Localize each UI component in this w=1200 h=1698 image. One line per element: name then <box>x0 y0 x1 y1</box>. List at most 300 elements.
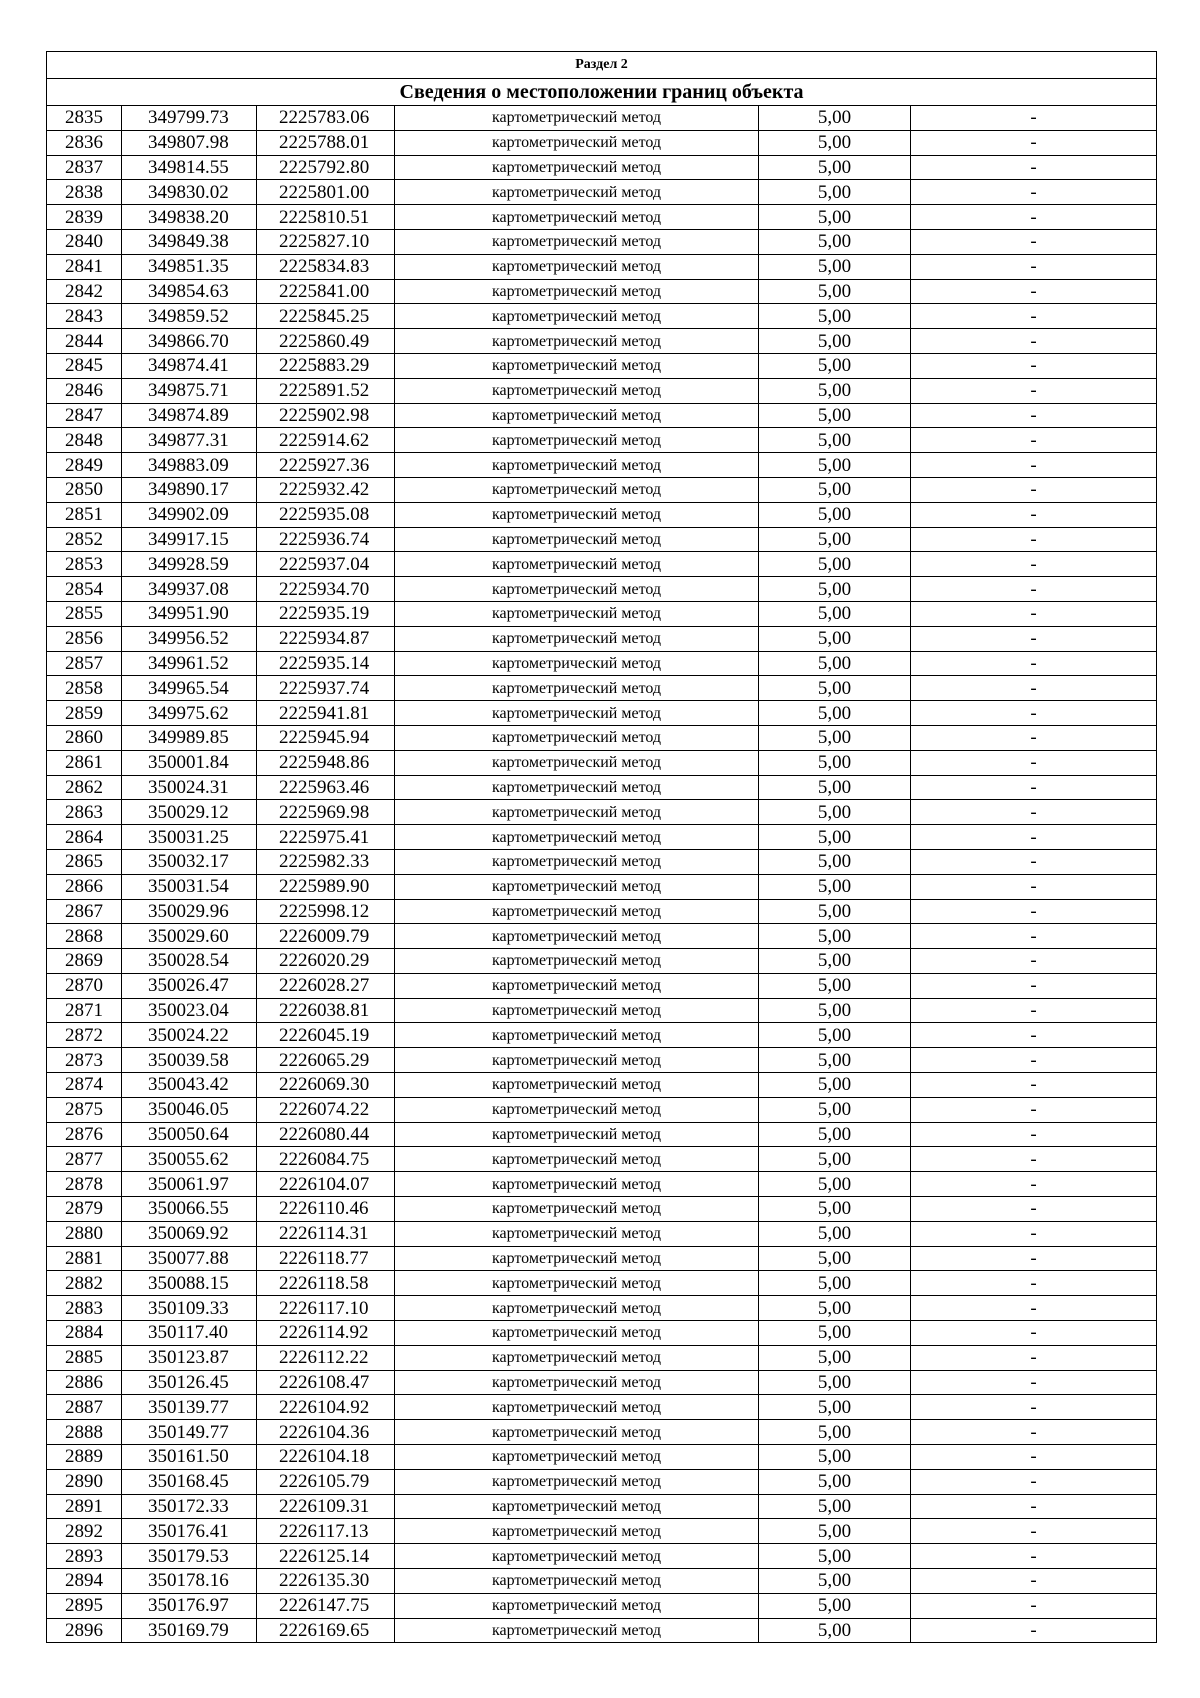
table-row <box>47 1445 1157 1470</box>
x-coordinate-cell: 349890.17 <box>122 477 257 502</box>
accuracy-cell: 5,00 <box>759 701 911 726</box>
table-row <box>47 353 1157 378</box>
table-row <box>47 1296 1157 1321</box>
x-coordinate-cell: 350026.47 <box>122 973 257 998</box>
extra-cell: - <box>911 750 1157 775</box>
method-cell: картометрический метод <box>395 1197 759 1222</box>
method-cell: картометрический метод <box>395 403 759 428</box>
accuracy-cell: 5,00 <box>759 403 911 428</box>
table-row <box>47 825 1157 850</box>
y-coordinate-cell: 2226169.65 <box>257 1618 395 1643</box>
method-cell: картометрический метод <box>395 874 759 899</box>
extra-cell: - <box>911 1023 1157 1048</box>
method-cell: картометрический метод <box>395 229 759 254</box>
y-coordinate-cell: 2226108.47 <box>257 1370 395 1395</box>
point-number-cell: 2873 <box>47 1048 122 1073</box>
method-cell: картометрический метод <box>395 949 759 974</box>
y-coordinate-cell: 2226074.22 <box>257 1097 395 1122</box>
x-coordinate-cell: 350024.22 <box>122 1023 257 1048</box>
y-coordinate-cell: 2225860.49 <box>257 329 395 354</box>
extra-cell: - <box>911 1420 1157 1445</box>
point-number-cell: 2839 <box>47 205 122 230</box>
accuracy-cell: 5,00 <box>759 1445 911 1470</box>
point-number-cell: 2879 <box>47 1197 122 1222</box>
method-cell: картометрический метод <box>395 775 759 800</box>
accuracy-cell: 5,00 <box>759 353 911 378</box>
method-cell: картометрический метод <box>395 1544 759 1569</box>
point-number-cell: 2862 <box>47 775 122 800</box>
method-cell: картометрический метод <box>395 527 759 552</box>
table-row <box>47 254 1157 279</box>
method-cell: картометрический метод <box>395 1345 759 1370</box>
accuracy-cell: 5,00 <box>759 552 911 577</box>
y-coordinate-cell: 2226020.29 <box>257 949 395 974</box>
method-cell: картометрический метод <box>395 973 759 998</box>
y-coordinate-cell: 2225834.83 <box>257 254 395 279</box>
method-cell: картометрический метод <box>395 626 759 651</box>
point-number-cell: 2870 <box>47 973 122 998</box>
accuracy-cell: 5,00 <box>759 1048 911 1073</box>
x-coordinate-cell: 350176.97 <box>122 1593 257 1618</box>
extra-cell: - <box>911 973 1157 998</box>
y-coordinate-cell: 2226110.46 <box>257 1197 395 1222</box>
point-number-cell: 2841 <box>47 254 122 279</box>
method-cell: картометрический метод <box>395 453 759 478</box>
y-coordinate-cell: 2225989.90 <box>257 874 395 899</box>
x-coordinate-cell: 349874.41 <box>122 353 257 378</box>
method-cell: картометрический метод <box>395 428 759 453</box>
table-row <box>47 725 1157 750</box>
table-row <box>47 1271 1157 1296</box>
y-coordinate-cell: 2225937.74 <box>257 676 395 701</box>
accuracy-cell: 5,00 <box>759 725 911 750</box>
table-row <box>47 1197 1157 1222</box>
method-cell: картометрический метод <box>395 378 759 403</box>
extra-cell: - <box>911 1593 1157 1618</box>
x-coordinate-cell: 349875.71 <box>122 378 257 403</box>
table-row <box>47 626 1157 651</box>
accuracy-cell: 5,00 <box>759 874 911 899</box>
table-row <box>47 155 1157 180</box>
table-row <box>47 701 1157 726</box>
point-number-cell: 2882 <box>47 1271 122 1296</box>
y-coordinate-cell: 2225934.87 <box>257 626 395 651</box>
extra-cell: - <box>911 874 1157 899</box>
point-number-cell: 2888 <box>47 1420 122 1445</box>
accuracy-cell: 5,00 <box>759 924 911 949</box>
point-number-cell: 2895 <box>47 1593 122 1618</box>
extra-cell: - <box>911 329 1157 354</box>
y-coordinate-cell: 2225963.46 <box>257 775 395 800</box>
table-row <box>47 1618 1157 1643</box>
extra-cell: - <box>911 1519 1157 1544</box>
point-number-cell: 2865 <box>47 849 122 874</box>
point-number-cell: 2855 <box>47 601 122 626</box>
table-row <box>47 924 1157 949</box>
point-number-cell: 2869 <box>47 949 122 974</box>
accuracy-cell: 5,00 <box>759 1544 911 1569</box>
table-row <box>47 1569 1157 1594</box>
method-cell: картометрический метод <box>395 1172 759 1197</box>
method-cell: картометрический метод <box>395 1494 759 1519</box>
x-coordinate-cell: 350066.55 <box>122 1197 257 1222</box>
method-cell: картометрический метод <box>395 279 759 304</box>
x-coordinate-cell: 349830.02 <box>122 180 257 205</box>
method-cell: картометрический метод <box>395 1469 759 1494</box>
x-coordinate-cell: 350117.40 <box>122 1321 257 1346</box>
x-coordinate-cell: 349849.38 <box>122 229 257 254</box>
point-number-cell: 2887 <box>47 1395 122 1420</box>
point-number-cell: 2856 <box>47 626 122 651</box>
y-coordinate-cell: 2225788.01 <box>257 130 395 155</box>
x-coordinate-cell: 349956.52 <box>122 626 257 651</box>
y-coordinate-cell: 2226084.75 <box>257 1147 395 1172</box>
table-row <box>47 378 1157 403</box>
y-coordinate-cell: 2225934.70 <box>257 577 395 602</box>
y-coordinate-cell: 2225935.14 <box>257 651 395 676</box>
x-coordinate-cell: 350168.45 <box>122 1469 257 1494</box>
x-coordinate-cell: 349928.59 <box>122 552 257 577</box>
accuracy-cell: 5,00 <box>759 1246 911 1271</box>
point-number-cell: 2836 <box>47 130 122 155</box>
extra-cell: - <box>911 924 1157 949</box>
extra-cell: - <box>911 1048 1157 1073</box>
method-cell: картометрический метод <box>395 1445 759 1470</box>
x-coordinate-cell: 350029.96 <box>122 899 257 924</box>
x-coordinate-cell: 349965.54 <box>122 676 257 701</box>
method-cell: картометрический метод <box>395 1569 759 1594</box>
extra-cell: - <box>911 502 1157 527</box>
point-number-cell: 2866 <box>47 874 122 899</box>
point-number-cell: 2835 <box>47 106 122 131</box>
table-row <box>47 651 1157 676</box>
point-number-cell: 2881 <box>47 1246 122 1271</box>
y-coordinate-cell: 2226104.36 <box>257 1420 395 1445</box>
y-coordinate-cell: 2225902.98 <box>257 403 395 428</box>
method-cell: картометрический метод <box>395 552 759 577</box>
y-coordinate-cell: 2226135.30 <box>257 1569 395 1594</box>
table-row <box>47 304 1157 329</box>
point-number-cell: 2884 <box>47 1321 122 1346</box>
y-coordinate-cell: 2226125.14 <box>257 1544 395 1569</box>
point-number-cell: 2848 <box>47 428 122 453</box>
method-cell: картометрический метод <box>395 1221 759 1246</box>
x-coordinate-cell: 350046.05 <box>122 1097 257 1122</box>
point-number-cell: 2847 <box>47 403 122 428</box>
method-cell: картометрический метод <box>395 1122 759 1147</box>
x-coordinate-cell: 350028.54 <box>122 949 257 974</box>
extra-cell: - <box>911 1271 1157 1296</box>
y-coordinate-cell: 2226045.19 <box>257 1023 395 1048</box>
table-row <box>47 279 1157 304</box>
extra-cell: - <box>911 998 1157 1023</box>
y-coordinate-cell: 2226080.44 <box>257 1122 395 1147</box>
accuracy-cell: 5,00 <box>759 1569 911 1594</box>
extra-cell: - <box>911 1073 1157 1098</box>
method-cell: картометрический метод <box>395 1246 759 1271</box>
y-coordinate-cell: 2225935.19 <box>257 601 395 626</box>
x-coordinate-cell: 350023.04 <box>122 998 257 1023</box>
y-coordinate-cell: 2225801.00 <box>257 180 395 205</box>
y-coordinate-cell: 2226069.30 <box>257 1073 395 1098</box>
method-cell: картометрический метод <box>395 1519 759 1544</box>
y-coordinate-cell: 2226104.92 <box>257 1395 395 1420</box>
x-coordinate-cell: 349961.52 <box>122 651 257 676</box>
table-row <box>47 552 1157 577</box>
x-coordinate-cell: 350050.64 <box>122 1122 257 1147</box>
accuracy-cell: 5,00 <box>759 1519 911 1544</box>
x-coordinate-cell: 349866.70 <box>122 329 257 354</box>
table-row <box>47 800 1157 825</box>
accuracy-cell: 5,00 <box>759 1618 911 1643</box>
method-cell: картометрический метод <box>395 1073 759 1098</box>
method-cell: картометрический метод <box>395 601 759 626</box>
accuracy-cell: 5,00 <box>759 998 911 1023</box>
table-row <box>47 1073 1157 1098</box>
table-row <box>47 502 1157 527</box>
extra-cell: - <box>911 527 1157 552</box>
accuracy-cell: 5,00 <box>759 1321 911 1346</box>
table-row <box>47 1593 1157 1618</box>
point-number-cell: 2886 <box>47 1370 122 1395</box>
x-coordinate-cell: 350123.87 <box>122 1345 257 1370</box>
point-number-cell: 2868 <box>47 924 122 949</box>
method-cell: картометрический метод <box>395 1420 759 1445</box>
method-cell: картометрический метод <box>395 1395 759 1420</box>
y-coordinate-cell: 2225937.04 <box>257 552 395 577</box>
accuracy-cell: 5,00 <box>759 775 911 800</box>
extra-cell: - <box>911 825 1157 850</box>
point-number-cell: 2891 <box>47 1494 122 1519</box>
y-coordinate-cell: 2226104.07 <box>257 1172 395 1197</box>
y-coordinate-cell: 2226114.31 <box>257 1221 395 1246</box>
method-cell: картометрический метод <box>395 750 759 775</box>
x-coordinate-cell: 350031.54 <box>122 874 257 899</box>
extra-cell: - <box>911 1395 1157 1420</box>
accuracy-cell: 5,00 <box>759 1296 911 1321</box>
extra-cell: - <box>911 205 1157 230</box>
table-row <box>47 973 1157 998</box>
y-coordinate-cell: 2226114.92 <box>257 1321 395 1346</box>
method-cell: картометрический метод <box>395 1271 759 1296</box>
extra-cell: - <box>911 626 1157 651</box>
extra-cell: - <box>911 279 1157 304</box>
y-coordinate-cell: 2225969.98 <box>257 800 395 825</box>
point-number-cell: 2883 <box>47 1296 122 1321</box>
x-coordinate-cell: 350088.15 <box>122 1271 257 1296</box>
extra-cell: - <box>911 577 1157 602</box>
table-row <box>47 1023 1157 1048</box>
accuracy-cell: 5,00 <box>759 750 911 775</box>
y-coordinate-cell: 2225792.80 <box>257 155 395 180</box>
x-coordinate-cell: 349975.62 <box>122 701 257 726</box>
y-coordinate-cell: 2225914.62 <box>257 428 395 453</box>
method-cell: картометрический метод <box>395 1618 759 1643</box>
y-coordinate-cell: 2225883.29 <box>257 353 395 378</box>
x-coordinate-cell: 349989.85 <box>122 725 257 750</box>
method-cell: картометрический метод <box>395 924 759 949</box>
x-coordinate-cell: 350149.77 <box>122 1420 257 1445</box>
x-coordinate-cell: 349877.31 <box>122 428 257 453</box>
accuracy-cell: 5,00 <box>759 626 911 651</box>
extra-cell: - <box>911 1097 1157 1122</box>
table-row <box>47 1494 1157 1519</box>
point-number-cell: 2877 <box>47 1147 122 1172</box>
x-coordinate-cell: 350031.25 <box>122 825 257 850</box>
accuracy-cell: 5,00 <box>759 1172 911 1197</box>
method-cell: картометрический метод <box>395 701 759 726</box>
accuracy-cell: 5,00 <box>759 676 911 701</box>
x-coordinate-cell: 350077.88 <box>122 1246 257 1271</box>
extra-cell: - <box>911 1147 1157 1172</box>
table-row <box>47 205 1157 230</box>
point-number-cell: 2844 <box>47 329 122 354</box>
y-coordinate-cell: 2225783.06 <box>257 106 395 131</box>
method-cell: картометрический метод <box>395 205 759 230</box>
table-row <box>47 601 1157 626</box>
accuracy-cell: 5,00 <box>759 1122 911 1147</box>
point-number-cell: 2838 <box>47 180 122 205</box>
point-number-cell: 2852 <box>47 527 122 552</box>
point-number-cell: 2843 <box>47 304 122 329</box>
x-coordinate-cell: 349874.89 <box>122 403 257 428</box>
x-coordinate-cell: 349854.63 <box>122 279 257 304</box>
table-row <box>47 1221 1157 1246</box>
extra-cell: - <box>911 1246 1157 1271</box>
extra-cell: - <box>911 155 1157 180</box>
method-cell: картометрический метод <box>395 1097 759 1122</box>
y-coordinate-cell: 2225927.36 <box>257 453 395 478</box>
method-cell: картометрический метод <box>395 1023 759 1048</box>
accuracy-cell: 5,00 <box>759 205 911 230</box>
y-coordinate-cell: 2226009.79 <box>257 924 395 949</box>
method-cell: картометрический метод <box>395 676 759 701</box>
accuracy-cell: 5,00 <box>759 1023 911 1048</box>
point-number-cell: 2874 <box>47 1073 122 1098</box>
accuracy-cell: 5,00 <box>759 1370 911 1395</box>
extra-cell: - <box>911 1569 1157 1594</box>
y-coordinate-cell: 2225948.86 <box>257 750 395 775</box>
table-row <box>47 229 1157 254</box>
x-coordinate-cell: 350069.92 <box>122 1221 257 1246</box>
x-coordinate-cell: 349951.90 <box>122 601 257 626</box>
accuracy-cell: 5,00 <box>759 477 911 502</box>
table-row <box>47 577 1157 602</box>
y-coordinate-cell: 2226118.77 <box>257 1246 395 1271</box>
x-coordinate-cell: 350126.45 <box>122 1370 257 1395</box>
y-coordinate-cell: 2225998.12 <box>257 899 395 924</box>
x-coordinate-cell: 350032.17 <box>122 849 257 874</box>
extra-cell: - <box>911 1469 1157 1494</box>
method-cell: картометрический метод <box>395 502 759 527</box>
extra-cell: - <box>911 180 1157 205</box>
method-cell: картометрический метод <box>395 1296 759 1321</box>
y-coordinate-cell: 2225982.33 <box>257 849 395 874</box>
accuracy-cell: 5,00 <box>759 949 911 974</box>
point-number-cell: 2857 <box>47 651 122 676</box>
point-number-cell: 2872 <box>47 1023 122 1048</box>
y-coordinate-cell: 2225827.10 <box>257 229 395 254</box>
y-coordinate-cell: 2226028.27 <box>257 973 395 998</box>
extra-cell: - <box>911 378 1157 403</box>
accuracy-cell: 5,00 <box>759 577 911 602</box>
y-coordinate-cell: 2225932.42 <box>257 477 395 502</box>
point-number-cell: 2867 <box>47 899 122 924</box>
method-cell: картометрический метод <box>395 1370 759 1395</box>
point-number-cell: 2893 <box>47 1544 122 1569</box>
point-number-cell: 2845 <box>47 353 122 378</box>
point-number-cell: 2859 <box>47 701 122 726</box>
extra-cell: - <box>911 899 1157 924</box>
table-row <box>47 527 1157 552</box>
accuracy-cell: 5,00 <box>759 1147 911 1172</box>
point-number-cell: 2892 <box>47 1519 122 1544</box>
accuracy-cell: 5,00 <box>759 1494 911 1519</box>
y-coordinate-cell: 2225845.25 <box>257 304 395 329</box>
x-coordinate-cell: 349799.73 <box>122 106 257 131</box>
extra-cell: - <box>911 1221 1157 1246</box>
table-row <box>47 1097 1157 1122</box>
x-coordinate-cell: 350161.50 <box>122 1445 257 1470</box>
table-row <box>47 1420 1157 1445</box>
y-coordinate-cell: 2226112.22 <box>257 1345 395 1370</box>
x-coordinate-cell: 349814.55 <box>122 155 257 180</box>
method-cell: картометрический метод <box>395 304 759 329</box>
extra-cell: - <box>911 1296 1157 1321</box>
extra-cell: - <box>911 1544 1157 1569</box>
x-coordinate-cell: 350178.16 <box>122 1569 257 1594</box>
accuracy-cell: 5,00 <box>759 1197 911 1222</box>
extra-cell: - <box>911 229 1157 254</box>
table-row <box>47 428 1157 453</box>
method-cell: картометрический метод <box>395 1321 759 1346</box>
point-number-cell: 2842 <box>47 279 122 304</box>
table-row <box>47 874 1157 899</box>
table-row <box>47 1321 1157 1346</box>
table-row <box>47 676 1157 701</box>
x-coordinate-cell: 350179.53 <box>122 1544 257 1569</box>
extra-cell: - <box>911 304 1157 329</box>
boundary-coordinates-table <box>46 51 1157 1643</box>
table-row <box>47 1172 1157 1197</box>
extra-cell: - <box>911 1172 1157 1197</box>
method-cell: картометрический метод <box>395 651 759 676</box>
y-coordinate-cell: 2226109.31 <box>257 1494 395 1519</box>
method-cell: картометрический метод <box>395 998 759 1023</box>
table-row <box>47 329 1157 354</box>
table-row <box>47 1048 1157 1073</box>
accuracy-cell: 5,00 <box>759 1395 911 1420</box>
x-coordinate-cell: 349859.52 <box>122 304 257 329</box>
y-coordinate-cell: 2226117.10 <box>257 1296 395 1321</box>
extra-cell: - <box>911 651 1157 676</box>
y-coordinate-cell: 2225945.94 <box>257 725 395 750</box>
point-number-cell: 2890 <box>47 1469 122 1494</box>
y-coordinate-cell: 2225935.08 <box>257 502 395 527</box>
method-cell: картометрический метод <box>395 353 759 378</box>
point-number-cell: 2837 <box>47 155 122 180</box>
accuracy-cell: 5,00 <box>759 825 911 850</box>
x-coordinate-cell: 350039.58 <box>122 1048 257 1073</box>
point-number-cell: 2850 <box>47 477 122 502</box>
point-number-cell: 2860 <box>47 725 122 750</box>
method-cell: картометрический метод <box>395 725 759 750</box>
table-body <box>47 52 1157 1643</box>
accuracy-cell: 5,00 <box>759 254 911 279</box>
accuracy-cell: 5,00 <box>759 130 911 155</box>
accuracy-cell: 5,00 <box>759 155 911 180</box>
x-coordinate-cell: 349917.15 <box>122 527 257 552</box>
